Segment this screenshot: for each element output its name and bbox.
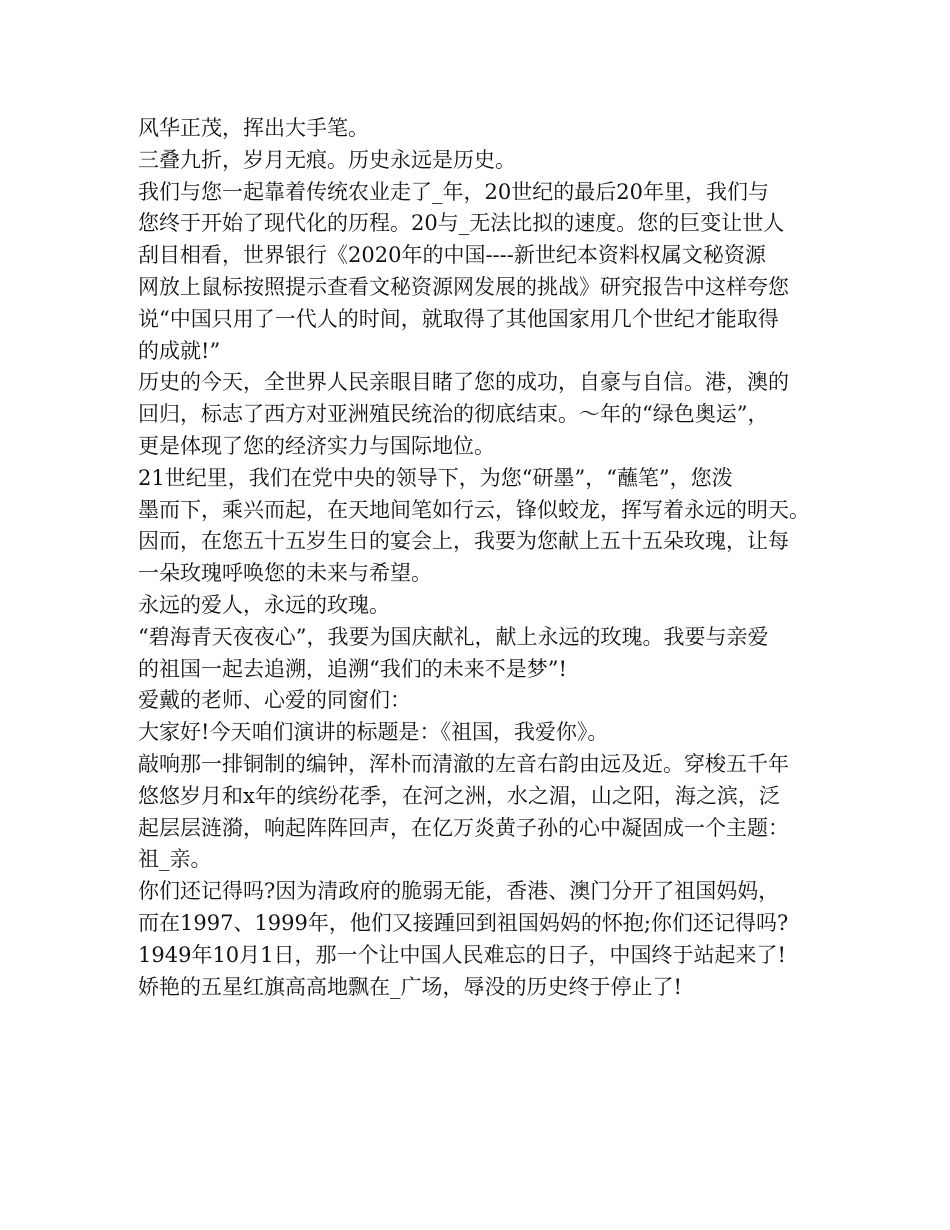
text-line: 永远的爱人，永远的玫瑰。 bbox=[138, 592, 390, 617]
text-line: 敲响那一排铜制的编钟，浑朴而清澈的左音右韵由远及近。穿梭五千年 bbox=[138, 751, 789, 776]
text-line: 21世纪里，我们在党中央的领导下，为您“研墨”，“蘸笔”，您泼 bbox=[138, 465, 733, 490]
text-line: 而在1997、1999年，他们又接踵回到祖国妈妈的怀抱;你们还记得吗? bbox=[138, 910, 789, 935]
text-line: 更是体现了您的经济实力与国际地位。 bbox=[138, 433, 495, 458]
text-line: 墨而下，乘兴而起，在天地间笔如行云，锋似蛟龙，挥写着永远的明天。 bbox=[138, 497, 810, 522]
text-line: 起层层涟漪，响起阵阵回声，在亿万炎黄子孙的心中凝固成一个主题： bbox=[138, 815, 789, 840]
text-line: 悠悠岁月和x年的缤纷花季，在河之洲，水之湄，山之阳，海之滨，泛 bbox=[138, 783, 780, 808]
text-line: “碧海青天夜夜心”，我要为国庆献礼，献上永远的玫瑰。我要与亲爱 bbox=[138, 624, 769, 649]
document-body bbox=[138, 113, 828, 1003]
text-line: 1949年10月1日，那一个让中国人民难忘的日子，中国终于站起来了! bbox=[138, 942, 786, 967]
text-line: 回归，标志了西方对亚洲殖民统治的彻底结束。～年的“绿色奥运”， bbox=[138, 402, 769, 427]
text-line: 祖_亲。 bbox=[138, 847, 212, 872]
text-line: 网放上鼠标按照提示查看文秘资源网发展的挑战》研究报告中这样夸您 bbox=[138, 274, 789, 299]
text-line: 的祖国一起去追溯，追溯“我们的未来不是梦”! bbox=[138, 656, 567, 681]
text-line: 大家好!今天咱们演讲的标题是：《祖国，我爱你》。 bbox=[138, 720, 609, 745]
text-line: 您终于开始了现代化的历程。20与_无法比拟的速度。您的巨变让世人 bbox=[138, 211, 785, 236]
text-line: 爱戴的老师、心爱的同窗们： bbox=[138, 688, 411, 713]
text-line: 说“中国只用了一代人的时间，就取得了其他国家用几个世纪才能取得 bbox=[138, 306, 779, 331]
text-line: 三叠九折，岁月无痕。历史永远是历史。 bbox=[138, 147, 516, 172]
text-line: 风华正茂，挥出大手笔。 bbox=[138, 116, 369, 140]
text-line: 因而，在您五十五岁生日的宴会上，我要为您献上五十五朵玫瑰，让每 bbox=[138, 529, 789, 554]
text-line: 娇艳的五星红旗高高地飘在_广场，辱没的历史终于停止了! bbox=[138, 974, 682, 999]
text-line: 历史的今天，全世界人民亲眼目睹了您的成功，自豪与自信。港，澳的 bbox=[138, 370, 789, 395]
text-line: 的成就!” bbox=[138, 338, 221, 363]
text-line: 你们还记得吗?因为清政府的脆弱无能，香港、澳门分开了祖国妈妈， bbox=[138, 879, 780, 904]
text-line: 一朵玫瑰呼唤您的未来与希望。 bbox=[138, 561, 432, 586]
text-line: 我们与您一起靠着传统农业走了_年，20世纪的最后20年里，我们与 bbox=[138, 179, 769, 204]
text-line: 刮目相看，世界银行《2020年的中国----新世纪本资料权属文秘资源 bbox=[138, 243, 766, 268]
